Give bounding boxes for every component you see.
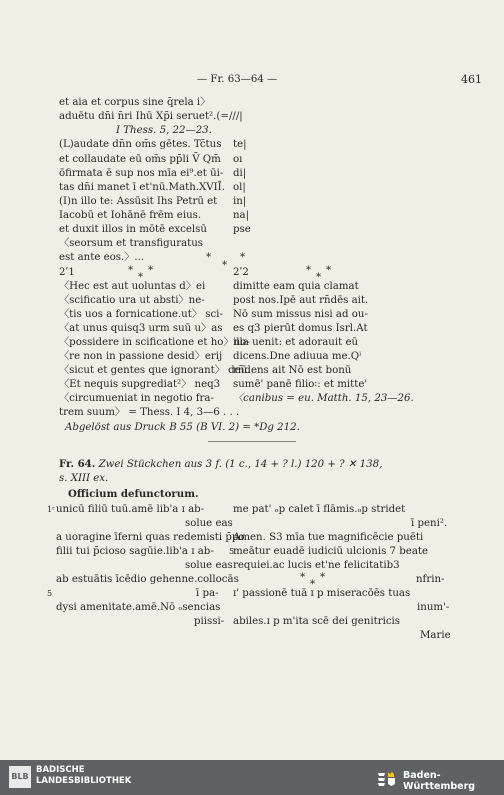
text-line: et duxit illos in mōtē excelsū — [59, 224, 207, 235]
text-line: post nos.Ipē aut rn̄dēs ait. — [233, 295, 369, 306]
text-line: nfrin- — [416, 574, 445, 585]
text-line: sumē' panē filio꞉: et mitte' — [233, 379, 368, 390]
text-line: unicū filiū tuū.amē lib'a ɪ ab- — [56, 504, 205, 515]
column-heading-left: 2ʹ1 — [59, 267, 75, 278]
fr64-heading-text: Zwei Stückchen aus 3 f. (1 c., 14 + ? l.) 120 + ? ✕ 138, — [98, 459, 383, 470]
line-marker: 5 — [47, 589, 53, 598]
fr64-heading-line2: s. XIII ex. — [59, 473, 109, 484]
fragment-line: ol| — [233, 182, 246, 193]
text-line: 〈seorsum et transfiguratus — [59, 238, 204, 249]
text-line: meātur euadē iudiciū ulcionis 7 beate — [233, 546, 429, 557]
blb-logo[interactable]: BLB — [9, 766, 31, 788]
text-line: requiei.ac lucis et'ne felicitatib3 — [233, 560, 400, 571]
text-line: a uoragine īferni quas redemisti p̄po — [56, 532, 245, 543]
text-line: I Thess. 5, 22—23. — [116, 125, 212, 136]
text-line: et aia et corpus sine q̄rela i〉 — [59, 97, 211, 108]
asterism-ornament: * — [320, 572, 326, 583]
library-name-line2: LANDESBIBLIOTHEK — [36, 776, 132, 786]
text-line: inum'- — [417, 602, 450, 613]
text-line: et collaudate eū om̄s pp̄li V̄ Qm̄ — [59, 154, 221, 165]
asterism-ornament: * — [326, 265, 332, 276]
text-line: piissi- — [194, 616, 225, 627]
fragment-line: oı — [233, 154, 243, 165]
text-line: solue eas — [185, 518, 233, 529]
text-line: ī pa- — [196, 588, 219, 599]
footer-bar — [0, 760, 504, 795]
lions-crest-icon — [376, 769, 398, 787]
text-line: 〈canibus = eu. Matth. 15, 23—26. — [233, 393, 414, 404]
text-line: dysi amenitate.amē.Nō ₒsencias — [56, 602, 221, 613]
library-name[interactable] — [36, 765, 131, 787]
text-line: (I)n illo te: Assūsit Ihs Petrū et — [59, 196, 218, 207]
fragment-line: di| — [233, 168, 247, 179]
asterism-ornament: * — [316, 272, 322, 283]
text-line: es q3 pierūt domus Isrl.At — [233, 323, 368, 334]
text-line: me pat' ₒp calet ī flāmis.ₒp stridet — [233, 504, 406, 515]
fragment-line: in| — [233, 196, 247, 207]
text-line: 〈at unus quisq3 urm suū u〉as — [59, 323, 223, 334]
text-line: trem suum〉 = Thess. I 4, 3—6 . . . — [59, 407, 240, 418]
text-line: 〈Hec est aut uoluntas d〉ei — [59, 281, 206, 292]
asterism-ornament: * — [300, 572, 306, 583]
text-line: solue eas — [185, 560, 233, 571]
text-line: aduētu dn̄i n̄ri Ihū Xp̄i seruet².(= — [59, 111, 229, 122]
line-marker: 5 — [229, 547, 235, 556]
text-line: 〈tis uos a fornicatione.ut〉 sci- — [59, 309, 223, 320]
text-line: Iacobū et Iohānē frēm eius. — [59, 210, 202, 221]
text-line: filii tui p̄cioso sagūie.lib'a ɪ ab- — [56, 546, 214, 557]
fr64-section-title: Officium defunctorum. — [68, 488, 199, 500]
text-line: tas dn̄i manet ī et'nū.Math.XVIĪ. — [59, 182, 225, 193]
text-line: ōfirmata ē sup nos mīa ei⁹.et ūi- — [59, 168, 224, 179]
text-line: 〈scificatio ura ut absti〉ne- — [59, 295, 205, 306]
text-line: ab estuātis īcēdio gehenne.collocās — [56, 574, 239, 585]
state-name-link[interactable]: Baden-Württemberg — [403, 770, 476, 792]
text-line: illa uenit: et adorauit eū — [233, 337, 359, 348]
asterism-ornament: * — [306, 265, 312, 276]
text-line: Amen. S3 mīa tue magnificēcie puēti — [233, 532, 424, 543]
text-line: ɪ' passionē tuā ɪ p miseracōēs tuas — [233, 588, 411, 599]
asterism-ornament: * — [310, 579, 316, 590]
text-line: (L)audate dn̄n om̄s gētes. Tc̄tus — [59, 139, 222, 150]
running-header: — Fr. 63—64 — — [197, 74, 278, 85]
text-line: 〈sicut et gentes que ignorant〉 deū. — [59, 365, 251, 376]
line-marker: 1ʳ — [47, 505, 55, 514]
asterism-ornament: * — [148, 265, 154, 276]
asterism-ornament: * — [206, 252, 212, 263]
library-name-line1: BADISCHE — [36, 765, 85, 775]
text-line: Marie — [420, 630, 451, 641]
text-line: Nō sum missus nisi ad ou- — [233, 309, 368, 320]
asterism-ornament: * — [240, 252, 246, 263]
text-line: ī peni². — [411, 518, 448, 529]
text-line: 〈circumueniat in negotio fra- — [59, 393, 214, 404]
fr64-heading — [59, 458, 382, 471]
text-line: est ante eos.〉... — [59, 252, 145, 263]
text-line: dimitte eam quia clamat — [233, 281, 359, 292]
asterism-ornament: * — [128, 265, 134, 276]
text-line: abiles.ɪ p m'ita scē dei genitricis — [233, 616, 401, 627]
asterism-ornament: * — [222, 260, 228, 271]
fragment-line: te| — [233, 139, 247, 150]
text-line: 〈Et nequis supgrediat²〉 neq3 — [59, 379, 221, 390]
fragment-line: na| — [233, 210, 250, 221]
fr64-heading-number: Fr. 64. — [59, 458, 96, 470]
text-line: rn̄dens ait Nō est bonū — [233, 365, 352, 376]
section-divider — [208, 441, 296, 442]
fragment-line: ///| — [229, 111, 243, 122]
text-line: dicens.Dne adiuua me.Qⁱ — [233, 351, 362, 362]
text-line: 〈possidere in scificatione et ho〉no- — [59, 337, 250, 348]
fr63-source-note: Abgelöst aus Druck B 55 (B VI. 2) = *Dg 212. — [65, 422, 300, 433]
fragment-line: pse — [233, 224, 251, 235]
page-number: 461 — [461, 73, 482, 86]
asterism-ornament: * — [138, 272, 144, 283]
text-line: 〈re non in passione desid〉erij — [59, 351, 223, 362]
column-heading-right: 2ʹ2 — [233, 267, 249, 278]
